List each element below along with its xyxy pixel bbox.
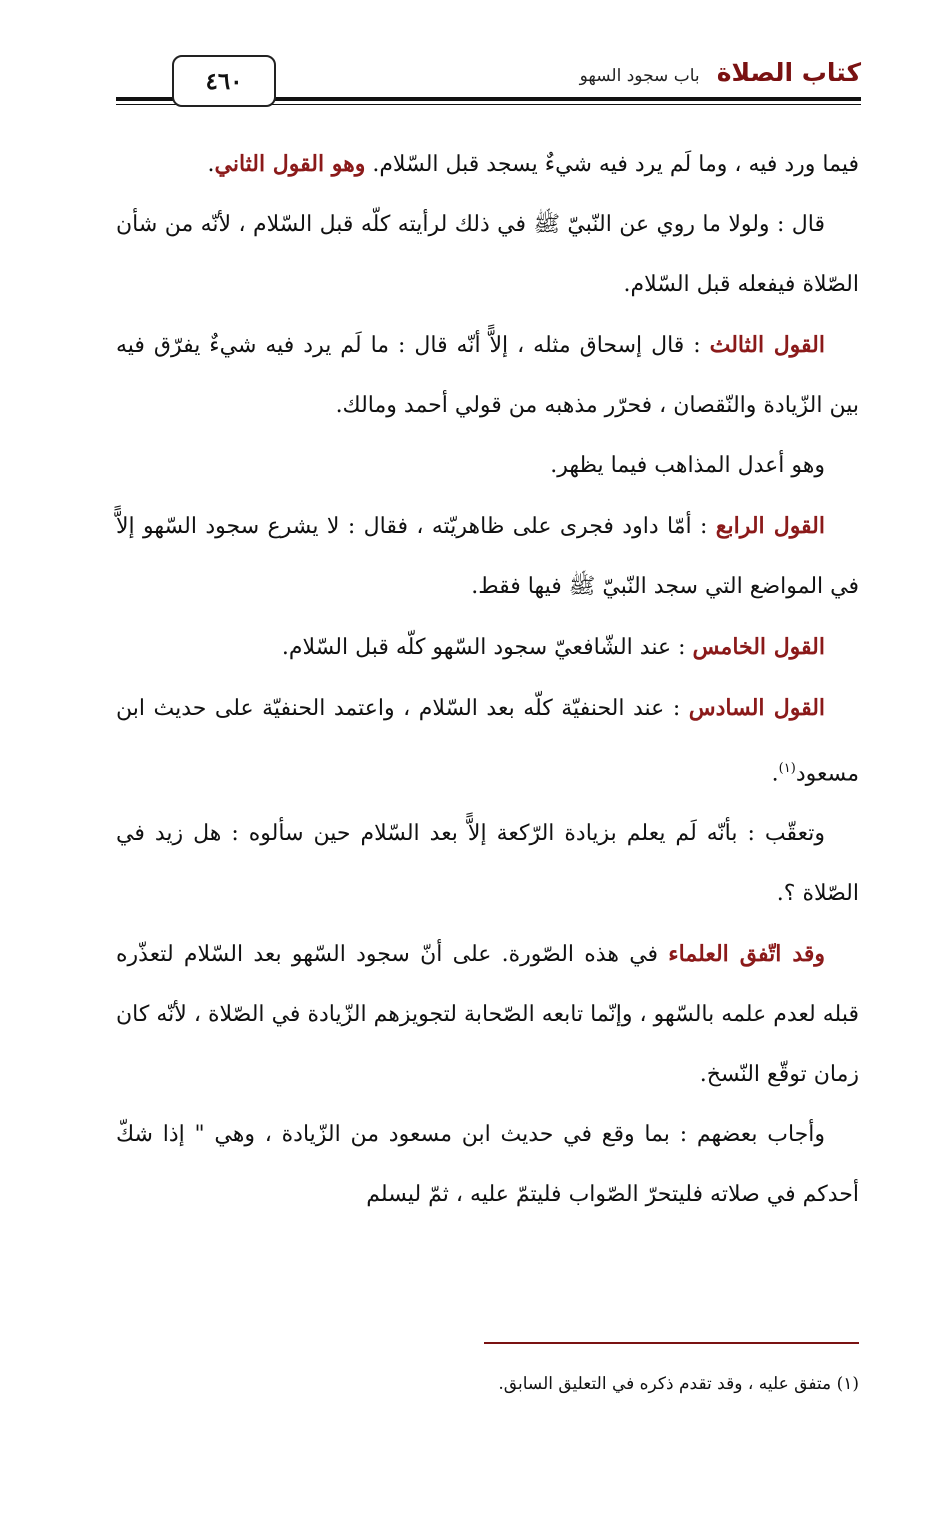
chapter-title: باب سجود السهو xyxy=(579,66,700,86)
paragraph-2: قال : ولولا ما روي عن النّبيّ ﷺ في ذلك لرأيته كلّه قبل السّلام ، لأنّه من شأن الصّلاة فيفعله قبل السّلام. xyxy=(116,212,859,297)
paragraph-7 xyxy=(116,678,859,804)
paragraph-6 xyxy=(116,617,859,678)
page-number: ٤٦٠ xyxy=(172,55,276,107)
paragraph-4: وهو أعدل المذاهب فيما يظهر. xyxy=(550,453,825,478)
paragraph-5 xyxy=(116,496,859,617)
paragraph-1-text: فيما ورد فيه ، وما لَم يرد فيه شيءٌ يسجد قبل السّلام. xyxy=(365,152,859,177)
footnote: (١) متفق عليه ، وقد تقدم ذكره في التعليق السابق. xyxy=(498,1374,859,1394)
paragraph-6-text: : عند الشّافعيّ سجود السّهو كلّه قبل السّلام. xyxy=(281,635,693,660)
heading-fifth-opinion: القول الخامس xyxy=(692,634,825,660)
paragraph-7-text: : عند الحنفيّة كلّه بعد السّلام ، واعتمد الحنفيّة على حديث ابن مسعود xyxy=(116,696,859,787)
paragraph-3-text: : قال إسحاق مثله ، إلاًّ أنّه قال : ما لَم يرد فيه شيءٌ يفرّق فيه بين الزّيادة والنّقصان ، فحرّر مذهبه من قولي أحمد ومالك. xyxy=(116,333,859,418)
paragraph-1-end: . xyxy=(207,152,215,177)
paragraph-9-text: في هذه الصّورة. على أنّ سجود السّهو بعد السّلام لتعذّره قبله لعدم علمه بالسّهو ، وإنّما تابعه الصّحابة لتجويزهم الزّيادة في الصّلاة ، لأنّه كان زمان توقّع النّسخ. xyxy=(116,942,859,1088)
page-header xyxy=(116,50,861,110)
heading-fourth-opinion: القول الرابع xyxy=(715,513,826,539)
paragraph-7-end: . xyxy=(771,761,779,787)
footnote-divider xyxy=(484,1342,859,1344)
paragraph-5-text: : أمّا داود فجرى على ظاهريّته ، فقال : لا يشرع سجود السّهو إلاًّ في المواضع التي سجد النّبيّ ﷺ فيها فقط. xyxy=(116,514,859,599)
highlight-second-opinion: وهو القول الثاني xyxy=(214,151,366,177)
heading-sixth-opinion: القول السادس xyxy=(688,695,826,721)
paragraph-1 xyxy=(116,134,859,195)
paragraph-10: وأجاب بعضهم : بما وقع في حديث ابن مسعود من الزّيادة ، وهي " إذا شكّ أحدكم في صلاته فليتحرّ الصّواب فليتمّ عليه ، ثمّ ليسلم xyxy=(116,1122,859,1208)
paragraph-8: وتعقّب : بأنّه لَم يعلم بزيادة الرّكعة إلاًّ بعد السّلام حين سألوه : هل زيد في الصّلاة ؟. xyxy=(116,821,859,907)
header-title xyxy=(580,58,861,87)
footnote-reference: (١) xyxy=(778,761,796,776)
paragraph-3 xyxy=(116,315,859,436)
main-text xyxy=(116,134,859,1225)
heading-third-opinion: القول الثالث xyxy=(709,332,825,358)
paragraph-9 xyxy=(116,924,859,1105)
book-title: كتاب الصلاة xyxy=(716,58,861,87)
highlight-scholars-agreed: وقد اتّفق العلماء xyxy=(668,941,826,968)
